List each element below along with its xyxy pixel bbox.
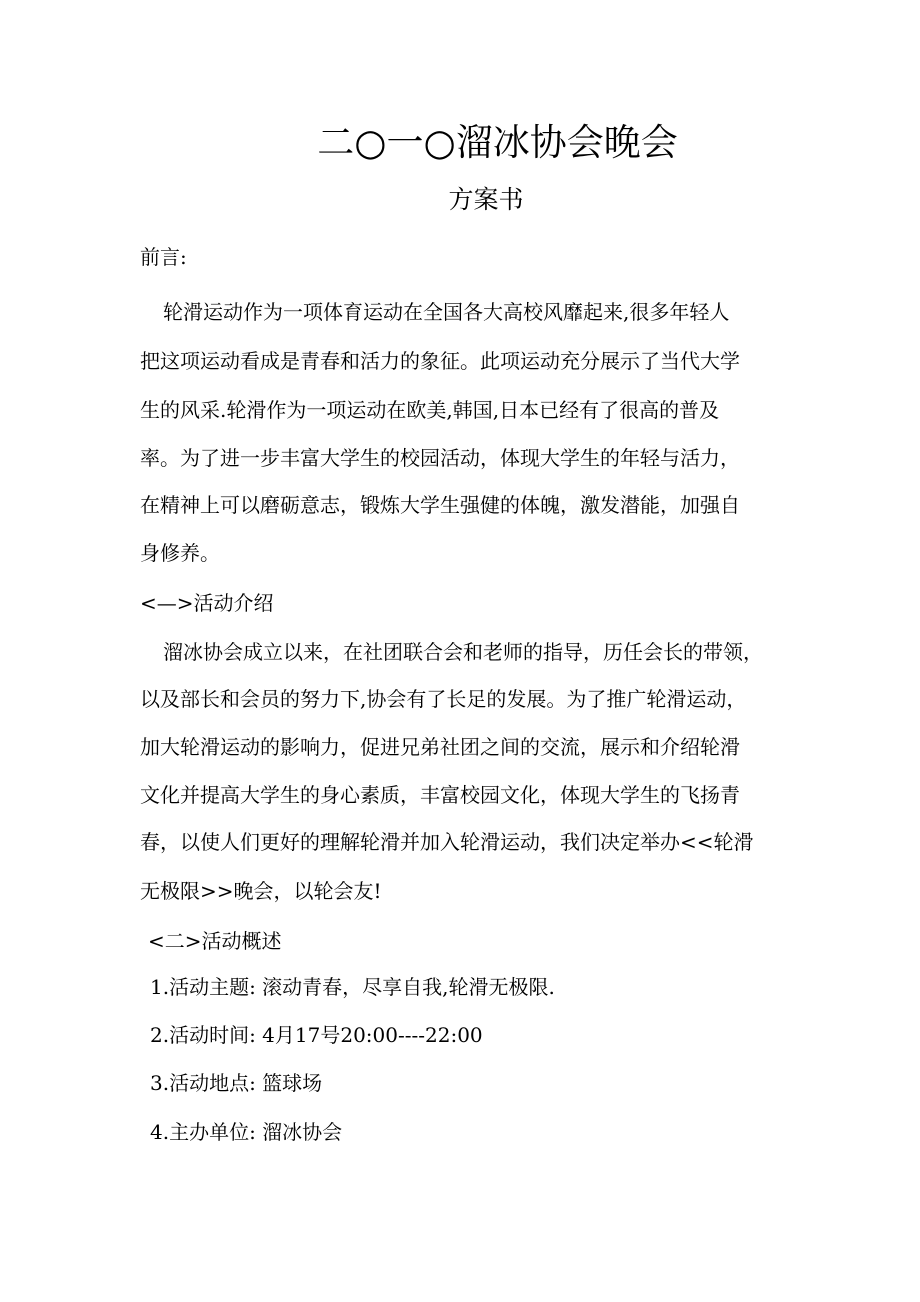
section1-line: 无极限>>晚会，以轮会友! bbox=[140, 879, 382, 903]
overview-item: 1.活动主题: 滚动青春，尽享自我,轮滑无极限. bbox=[150, 975, 555, 999]
overview-item: 3.活动地点: 篮球场 bbox=[150, 1071, 323, 1095]
preface-line: 轮滑运动作为一项体育运动在全国各大高校风靡起来,很多年轻人 bbox=[163, 300, 730, 324]
section2-heading: <二>活动概述 bbox=[148, 929, 282, 953]
section1-heading: <—>活动介绍 bbox=[140, 591, 274, 615]
preface-line: 身修养。 bbox=[140, 541, 220, 565]
overview-item: 4.主办单位: 溜冰协会 bbox=[150, 1120, 343, 1144]
section1-line: 溜冰协会成立以来，在社团联合会和老师的指导，历任会长的带领， bbox=[163, 640, 763, 664]
section1-line: 以及部长和会员的努力下,协会有了长足的发展。为了推广轮滑运动， bbox=[140, 687, 747, 711]
preface-line: 把这项运动看成是青春和活力的象征。此项运动充分展示了当代大学 bbox=[140, 349, 740, 373]
preface-line: 率。为了进一步丰富大学生的校园活动，体现大学生的年轻与活力， bbox=[140, 446, 740, 470]
preface-line: 在精神上可以磨砺意志，锻炼大学生强健的体魄，激发潜能，加强自 bbox=[140, 493, 740, 517]
document-title: 二○一○溜冰协会晚会 bbox=[317, 121, 678, 164]
preface-heading: 前言: bbox=[140, 245, 187, 269]
document-subtitle: 方案书 bbox=[448, 185, 524, 214]
preface-line: 生的风采.轮滑作为一项运动在欧美,韩国,日本已经有了很高的普及 bbox=[140, 398, 720, 422]
overview-item: 2.活动时间: 4月17号20:00----22:00 bbox=[150, 1023, 483, 1047]
section1-line: 加大轮滑运动的影响力，促进兄弟社团之间的交流，展示和介绍轮滑 bbox=[140, 735, 740, 759]
section1-line: 文化并提高大学生的身心素质，丰富校园文化，体现大学生的飞扬青 bbox=[140, 783, 740, 807]
section1-line: 春，以使人们更好的理解轮滑并加入轮滑运动，我们决定举办<<轮滑 bbox=[140, 830, 754, 854]
